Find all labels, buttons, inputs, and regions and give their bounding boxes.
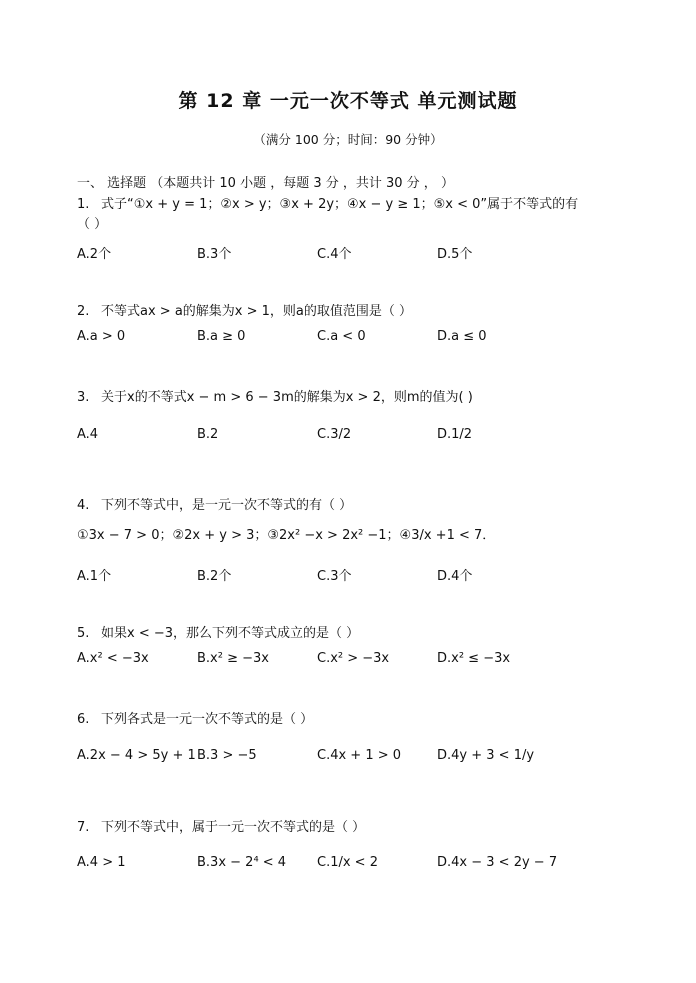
option-d[interactable]: D.4y + 3 < 1/y <box>437 748 535 763</box>
option-b[interactable]: B.2个 <box>197 569 232 584</box>
question-3 <box>77 386 473 405</box>
question-number: 2. <box>77 304 90 319</box>
question-2 <box>77 300 412 319</box>
question-number: 4. <box>77 498 90 513</box>
question-1-options <box>77 243 637 263</box>
question-2-options <box>77 329 637 349</box>
question-text: 下列各式是一元一次不等式的是（ ） <box>101 712 314 727</box>
question-5 <box>77 622 359 641</box>
option-d[interactable]: D.4x − 3 < 2y − 7 <box>437 855 558 870</box>
option-b[interactable]: B.3x − 2⁴ < 4 <box>197 855 287 870</box>
option-c[interactable]: C.x² > −3x <box>317 651 390 666</box>
question-4 <box>77 494 352 513</box>
question-number: 3. <box>77 390 90 405</box>
option-a[interactable]: A.4 > 1 <box>77 855 126 870</box>
option-b[interactable]: B.3 > −5 <box>197 748 257 763</box>
question-4-items: ①3x − 7 > 0；②2x + y > 3；③2x² −x > 2x² −1；④3/x +1 < 7． <box>77 528 496 543</box>
question-text: 下列不等式中，属于一元一次不等式的是（ ） <box>101 820 366 835</box>
option-a[interactable]: A.a > 0 <box>77 329 126 344</box>
question-7 <box>77 816 365 835</box>
option-c[interactable]: C.4个 <box>317 247 352 262</box>
option-c[interactable]: C.3/2 <box>317 427 352 442</box>
question-text: 式子“①x + y = 1；②x > y；③x + 2y；④x − y ≥ 1；⑤x < 0”属于不等式的有 <box>101 197 579 212</box>
question-1-continuation: （ ） <box>77 217 108 232</box>
option-a[interactable]: A.2个 <box>77 247 112 262</box>
option-d[interactable]: D.4个 <box>437 569 473 584</box>
option-b[interactable]: B.x² ≥ −3x <box>197 651 269 666</box>
question-4-options <box>77 565 637 585</box>
question-6 <box>77 708 313 727</box>
question-6-options <box>77 748 637 768</box>
question-number: 6. <box>77 712 90 727</box>
option-d[interactable]: D.1/2 <box>437 427 473 442</box>
option-c[interactable]: C.1/x < 2 <box>317 855 378 870</box>
option-a[interactable]: A.4 <box>77 427 99 442</box>
question-number: 7. <box>77 820 90 835</box>
option-b[interactable]: B.2 <box>197 427 219 442</box>
option-b[interactable]: B.3个 <box>197 247 232 262</box>
question-3-options <box>77 427 637 447</box>
option-c[interactable]: C.4x + 1 > 0 <box>317 748 402 763</box>
question-text: 如果x < −3，那么下列不等式成立的是（ ） <box>101 626 360 641</box>
question-number: 5. <box>77 626 90 641</box>
question-text: 下列不等式中，是一元一次不等式的有（ ） <box>101 498 353 513</box>
option-d[interactable]: D.5个 <box>437 247 473 262</box>
question-7-options <box>77 855 637 875</box>
question-number: 1. <box>77 197 90 212</box>
page-title: 第 12 章 一元一次不等式 单元测试题 <box>178 90 518 112</box>
question-text: 不等式ax > a的解集为x > 1，则a的取值范围是（ ） <box>101 304 413 319</box>
question-1 <box>77 193 578 212</box>
option-d[interactable]: D.x² ≤ −3x <box>437 651 511 666</box>
option-a[interactable]: A.1个 <box>77 569 112 584</box>
exam-info: （满分 100 分；时间：90 分钟） <box>253 132 443 147</box>
question-text: 关于x的不等式x − m > 6 − 3m的解集为x > 2，则m的值为( ) <box>101 390 473 405</box>
option-a[interactable]: A.x² < −3x <box>77 651 149 666</box>
option-a[interactable]: A.2x − 4 > 5y + 1 <box>77 748 196 763</box>
question-5-options <box>77 651 637 671</box>
option-b[interactable]: B.a ≥ 0 <box>197 329 246 344</box>
option-c[interactable]: C.a < 0 <box>317 329 366 344</box>
section-heading: 一、 选择题 （本题共计 10 小题 ，每题 3 分 ，共计 30 分 ， ） <box>77 176 454 191</box>
option-d[interactable]: D.a ≤ 0 <box>437 329 487 344</box>
option-c[interactable]: C.3个 <box>317 569 352 584</box>
